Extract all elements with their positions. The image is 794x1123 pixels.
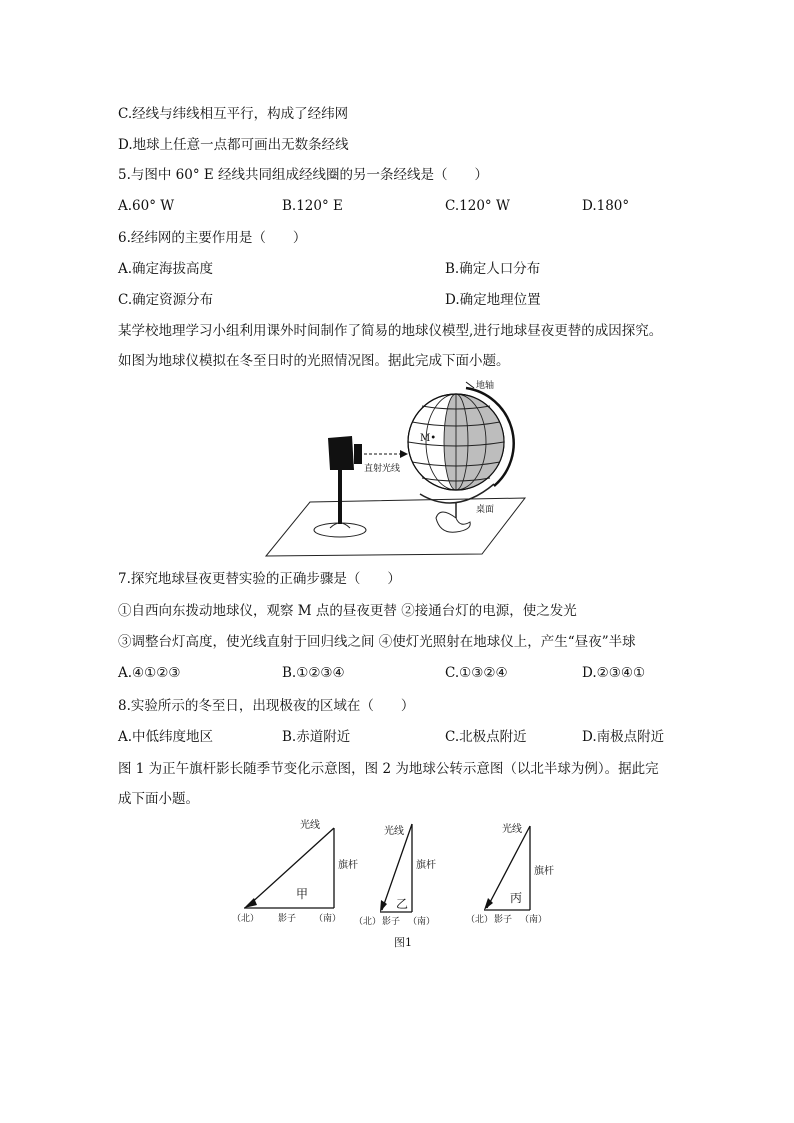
jia-north: （北） bbox=[232, 914, 260, 924]
q7-steps-line2: ③调整台灯高度，使光线直射于回归线之间 ④使灯光照射在地球仪上，产生“昼夜”半球 bbox=[118, 634, 636, 650]
q5-option-a: A.60° W bbox=[118, 198, 175, 214]
q6-option-b: B.确定人口分布 bbox=[445, 261, 541, 277]
q5-option-d: D.180° bbox=[582, 198, 630, 214]
q7-stem: 7.探究地球昼夜更替实验的正确步骤是（ ） bbox=[118, 571, 401, 587]
q4-option-d: D.地球上任意一点都可画出无数条经线 bbox=[118, 137, 349, 153]
panel-jia bbox=[232, 818, 358, 924]
yi-south: （南） bbox=[408, 917, 436, 927]
q5-option-c: C.120° W bbox=[445, 198, 510, 214]
panel-yi bbox=[354, 824, 436, 927]
passage1-line2: 如图为地球仪模拟在冬至日时的光照情况图。据此完成下面小题。 bbox=[118, 353, 510, 369]
q8-stem: 8.实验所示的冬至日，出现极夜的区域在（ ） bbox=[118, 698, 415, 714]
globe-lamp-figure bbox=[260, 378, 530, 560]
jia-light-label: 光线 bbox=[300, 820, 320, 831]
q6-option-a: A.确定海拔高度 bbox=[118, 261, 214, 277]
axis-label: 地轴 bbox=[476, 381, 495, 391]
q4-option-c: C.经线与纬线相互平行，构成了经纬网 bbox=[118, 106, 349, 122]
q7-option-b: B.①②③④ bbox=[282, 665, 345, 681]
q8-option-a: A.中低纬度地区 bbox=[118, 729, 214, 745]
yi-north: （北） bbox=[354, 917, 382, 927]
passage1-line1: 某学校地理学习小组利用课外时间制作了简易的地球仪模型,进行地球昼夜更替的成因探究。 bbox=[118, 323, 663, 339]
q5-option-b: B.120° E bbox=[282, 198, 343, 214]
bing-pole-label: 旗杆 bbox=[534, 866, 554, 877]
q6-option-c: C.确定资源分布 bbox=[118, 292, 214, 308]
q5-stem: 5.与图中 60° E 经线共同组成经线圈的另一条经线是（ ） bbox=[118, 167, 489, 183]
bing-shadow: 影子 bbox=[494, 915, 513, 925]
bing-light-label: 光线 bbox=[502, 824, 522, 835]
jia-name: 甲 bbox=[296, 887, 309, 901]
q7-option-a: A.④①②③ bbox=[118, 665, 181, 681]
q6-stem: 6.经纬网的主要作用是（ ） bbox=[118, 230, 307, 246]
panel-bing bbox=[466, 822, 554, 925]
q8-option-c: C.北极点附近 bbox=[445, 729, 527, 745]
figure-caption: 图1 bbox=[394, 936, 412, 949]
q7-option-d: D.②③④① bbox=[582, 665, 646, 681]
jia-south: （南） bbox=[314, 914, 342, 924]
jia-shadow: 影子 bbox=[278, 914, 297, 924]
yi-name: 乙 bbox=[396, 897, 409, 911]
bing-north: （北） bbox=[466, 915, 494, 925]
q7-option-c: C.①③②④ bbox=[445, 665, 508, 681]
jia-pole-label: 旗杆 bbox=[338, 860, 358, 871]
q7-steps-line1: ①自西向东拨动地球仪，观察 M 点的昼夜更替 ②接通台灯的电源，使之发光 bbox=[118, 603, 577, 619]
light-label: 直射光线 bbox=[364, 464, 401, 474]
point-m-label: M• bbox=[420, 433, 437, 444]
passage2-line2: 成下面小题。 bbox=[118, 791, 199, 807]
table-label: 桌面 bbox=[476, 505, 495, 515]
q8-option-d: D.南极点附近 bbox=[582, 729, 665, 745]
lamp bbox=[314, 436, 366, 537]
yi-shadow: 影子 bbox=[382, 917, 401, 927]
q6-option-d: D.确定地理位置 bbox=[445, 292, 541, 308]
passage2-line1: 图 1 为正午旗杆影长随季节变化示意图，图 2 为地球公转示意图（以北半球为例）。据此完 bbox=[118, 761, 659, 777]
bing-name: 丙 bbox=[510, 891, 523, 905]
yi-pole-label: 旗杆 bbox=[416, 860, 436, 871]
flagpole-shadow-figure bbox=[230, 818, 560, 950]
q8-option-b: B.赤道附近 bbox=[282, 729, 351, 745]
bing-south: （南） bbox=[520, 915, 548, 925]
yi-light-label: 光线 bbox=[384, 826, 404, 837]
